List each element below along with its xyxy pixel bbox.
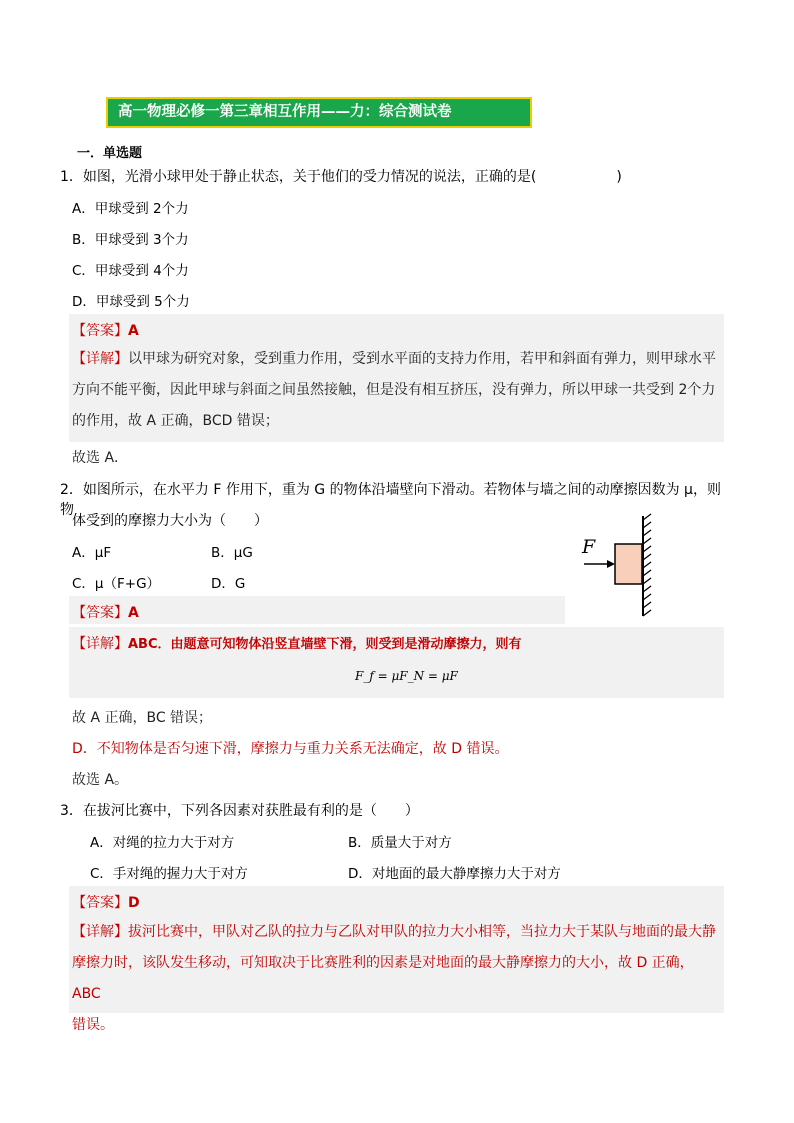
q1-detail: 【详解】以甲球为研究对象，受到重力作用，受到水平面的支持力作用，若甲和斜面有弹力，则甲球水平 方向不能平衡，因此甲球与斜面之间虽然接触，但是没有相互挤压，没有弹力，所以甲球一共受到 2个力 的作用，故 A 正确，BCD 错误；	[72, 351, 716, 429]
q2-line-d: D．不知物体是否匀速下滑，摩擦力与重力关系无法确定，故 D 错误。	[72, 741, 509, 757]
q2-stem-line2: 体受到的摩擦力大小为（ ）	[72, 513, 268, 529]
q2-conclusion: 故选 A。	[72, 772, 129, 788]
q2-detail: 【详解】ABC．由题意可知物体沿竖直墙壁下滑，则受到是滑动摩擦力，则有	[72, 636, 522, 652]
q3-detail: 【详解】拔河比赛中，甲队对乙队的拉力与乙队对甲队的拉力大小相等，当拉力大于某队与地面的最大静 摩擦力时，该队发生移动，可知取决于比赛胜利的因素是对地面的最大静摩擦力的大小，故 D 正确，ABC 错误。	[72, 924, 716, 1033]
q2-line-abc: 故 A 正确，BC 错误；	[72, 710, 213, 726]
q1-option-b: B．甲球受到 3个力	[72, 232, 189, 248]
force-label: F	[582, 536, 596, 558]
q3-stem: 3．在拔河比赛中，下列各因素对获胜最有利的是（ ）	[60, 803, 419, 819]
q2-wall-block-figure	[578, 512, 658, 620]
q2-option-b: B．μG	[211, 545, 253, 561]
q2-answer-box	[69, 596, 565, 624]
wall-block-diagram	[578, 512, 658, 620]
q2-answer: 【答案】A	[72, 605, 139, 621]
q2-formula: F_f = μF_N = μF	[355, 669, 458, 683]
q3-answer: 【答案】D	[72, 895, 140, 911]
q1-conclusion: 故选 A．	[72, 450, 129, 466]
q2-option-c: C．μ（F+G）	[72, 576, 161, 592]
q1-option-d: D．甲球受到 5个力	[72, 294, 190, 310]
section-heading: 一．单选题	[77, 146, 143, 161]
page-title: 高一物理必修一第三章相互作用——力：综合测试卷	[106, 97, 532, 128]
q1-option-a: A．甲球受到 2个力	[72, 201, 189, 217]
q3-option-c: C．手对绳的握力大于对方	[90, 866, 248, 882]
q2-option-d: D．G	[211, 576, 246, 592]
q2-stem-line1: 2．如图所示，在水平力 F 作用下，重为 G 的物体沿墙壁向下滑动。若物体与墙之间的动摩擦因数为 μ，则物	[60, 482, 721, 518]
q3-option-a: A．对绳的拉力大于对方	[90, 835, 235, 851]
q3-option-b: B．质量大于对方	[348, 835, 452, 851]
q2-option-a: A．μF	[72, 545, 112, 561]
q3-option-d: D．对地面的最大静摩擦力大于对方	[348, 866, 561, 882]
q1-answer: 【答案】A	[72, 323, 139, 339]
q1-option-c: C．甲球受到 4个力	[72, 263, 189, 279]
q1-stem: 1．如图，光滑小球甲处于静止状态，关于他们的受力情况的说法，正确的是( )	[60, 169, 622, 185]
